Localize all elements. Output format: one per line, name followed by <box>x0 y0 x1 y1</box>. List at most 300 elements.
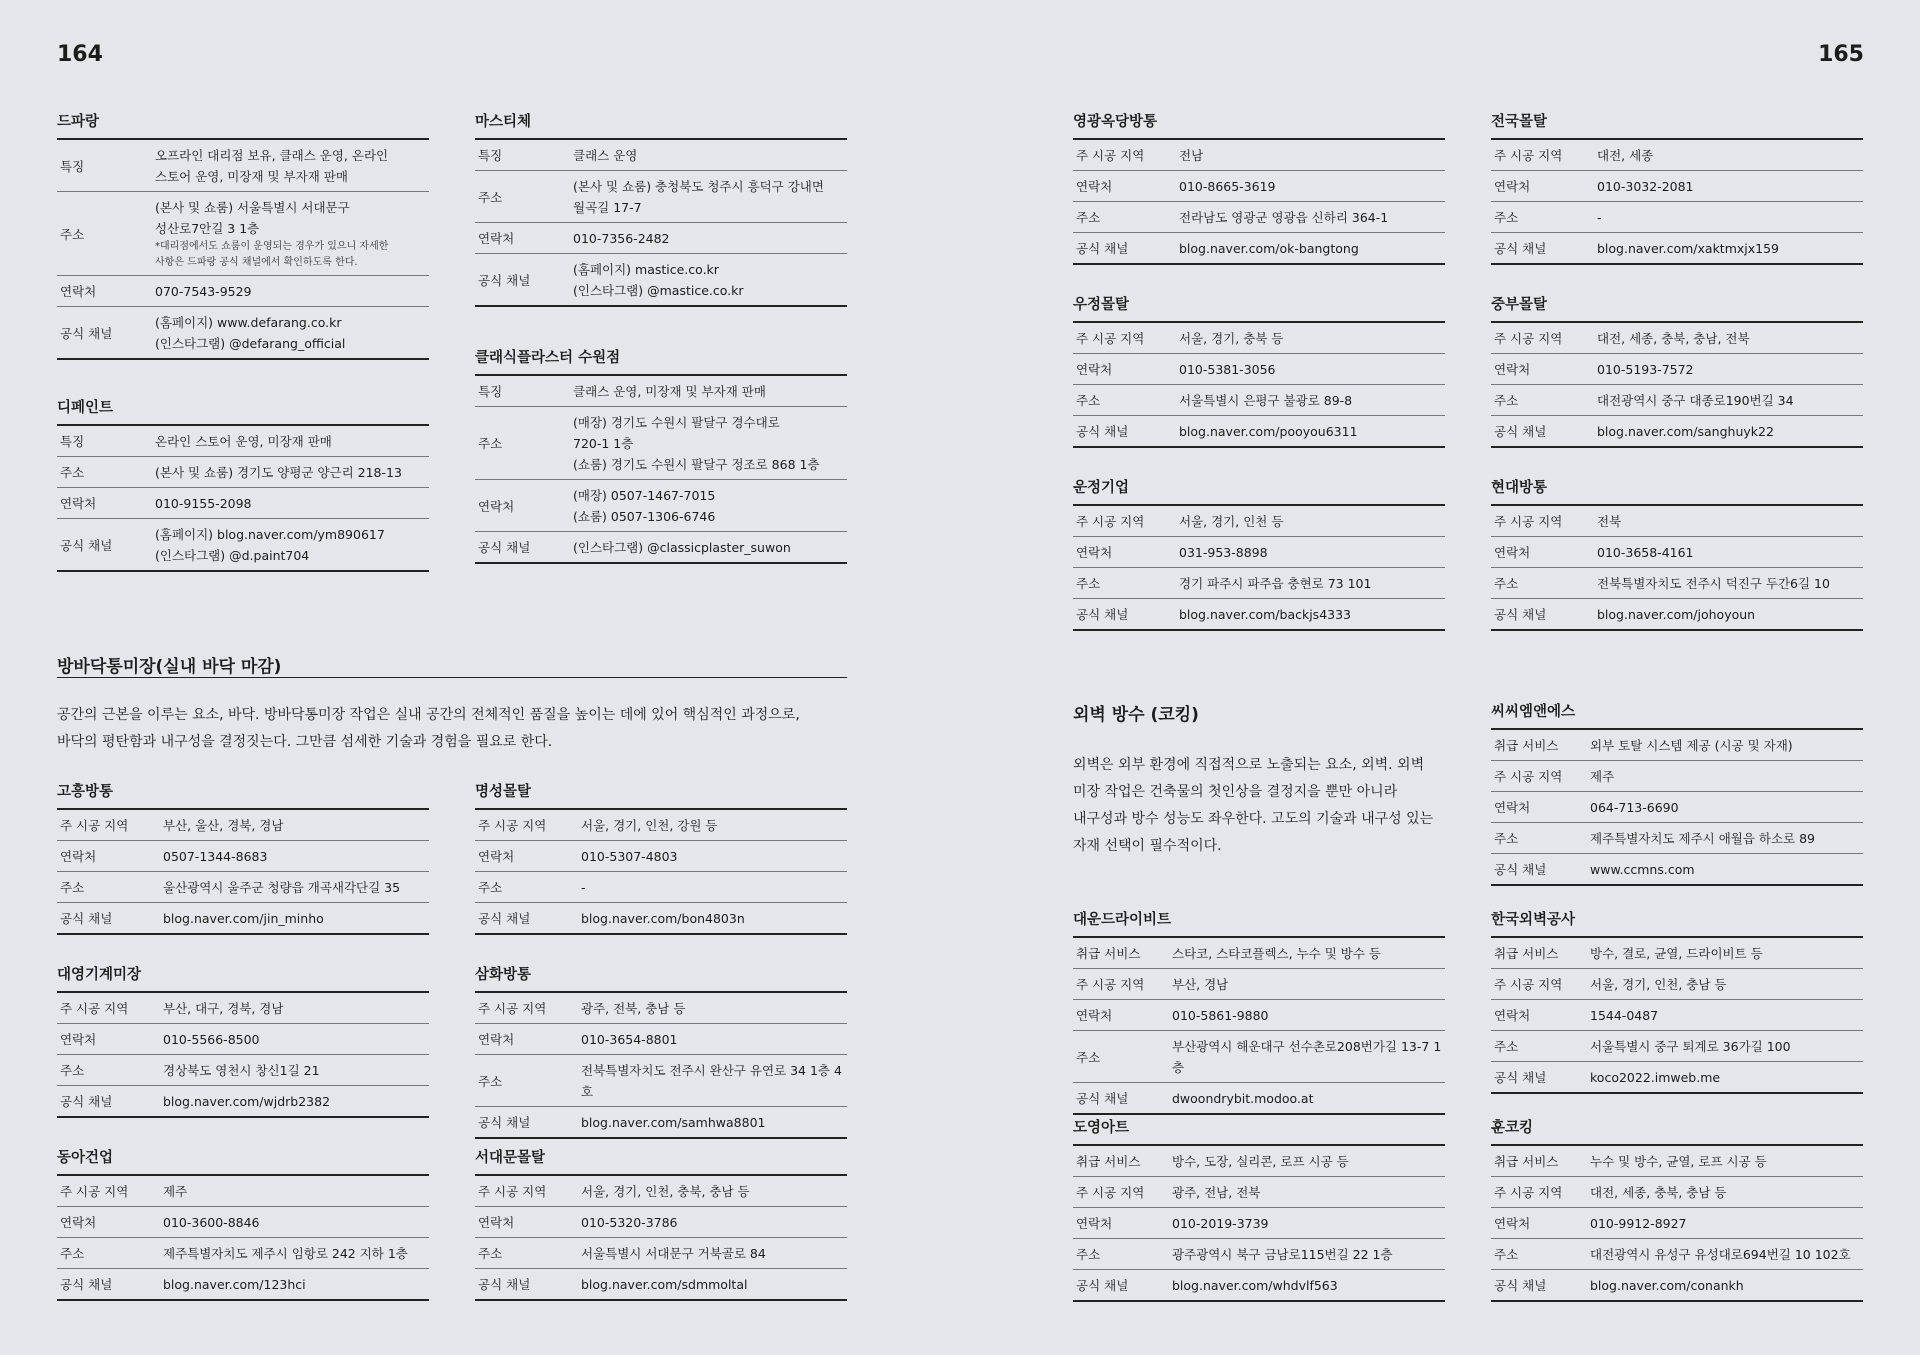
info-value <box>155 276 429 307</box>
info-row <box>475 1176 847 1207</box>
info-label: 공식 채널 <box>1491 854 1590 886</box>
info-label: 특징 <box>57 426 155 457</box>
info-value <box>573 140 847 171</box>
info-value-line: 031-953-8898 <box>1179 545 1268 560</box>
company-info-table <box>1491 730 1863 886</box>
info-row <box>475 140 847 171</box>
info-row <box>1073 1083 1445 1115</box>
info-row <box>57 457 429 488</box>
company-section <box>57 396 429 572</box>
info-value-line: 월곡길 17-7 <box>573 200 642 215</box>
info-label: 공식 채널 <box>475 1107 581 1139</box>
info-row <box>1073 537 1445 568</box>
info-row <box>475 532 847 564</box>
info-label: 취급 서비스 <box>1491 938 1590 969</box>
info-row <box>1491 385 1863 416</box>
info-row <box>57 1269 429 1301</box>
info-value <box>163 1086 429 1118</box>
info-row <box>1073 233 1445 265</box>
info-label: 연락처 <box>475 1207 581 1238</box>
info-value-line: (홈페이지) mastice.co.kr <box>573 262 719 277</box>
info-row <box>1491 140 1863 171</box>
info-row <box>57 488 429 519</box>
info-value-line: blog.naver.com/conankh <box>1590 1278 1744 1293</box>
info-row <box>57 1238 429 1269</box>
info-value-line: (홈페이지) blog.naver.com/ym890617 <box>155 527 385 542</box>
info-value <box>1597 568 1863 599</box>
info-label: 주 시공 지역 <box>1491 761 1590 792</box>
info-value-line: 전남 <box>1179 148 1204 163</box>
company-section <box>1491 908 1863 1094</box>
info-row <box>57 1086 429 1118</box>
info-value-line: 부산, 대구, 경북, 경남 <box>163 1001 284 1016</box>
company-name: 운정기업 <box>1073 476 1445 506</box>
company-name: 씨씨엠앤에스 <box>1491 700 1863 730</box>
info-label: 연락처 <box>475 480 573 532</box>
info-row <box>475 254 847 307</box>
info-value-line: 제주 <box>163 1184 188 1199</box>
info-value <box>1590 761 1863 792</box>
info-value-line: 제주 <box>1590 769 1615 784</box>
info-value <box>155 307 429 360</box>
info-row <box>1073 1146 1445 1177</box>
page-number-right: 165 <box>1818 42 1864 67</box>
company-info-table <box>1491 1146 1863 1302</box>
info-value-line: 울산광역시 울주군 청량읍 개곡새각단길 35 <box>163 880 401 895</box>
info-note: *대리점에서도 쇼룸이 운영되는 경우가 있으니 자세한 <box>155 241 389 252</box>
info-label: 공식 채널 <box>1073 1083 1172 1115</box>
company-info-table <box>1073 506 1445 631</box>
info-label: 주 시공 지역 <box>1073 323 1179 354</box>
info-label: 주 시공 지역 <box>57 810 163 841</box>
company-name: 삼화방통 <box>475 963 847 993</box>
info-value <box>163 810 429 841</box>
info-value <box>1597 506 1863 537</box>
info-row <box>57 903 429 935</box>
info-value <box>1597 233 1863 265</box>
company-section <box>1073 908 1445 1115</box>
info-row <box>1491 537 1863 568</box>
wall-intro-line: 자재 선택이 필수적이다. <box>1073 838 1222 854</box>
info-value-line: 서울, 경기, 인천 등 <box>1179 514 1284 529</box>
info-label: 연락처 <box>1073 537 1179 568</box>
company-name: 대영기계미장 <box>57 963 429 993</box>
info-value <box>573 254 847 307</box>
info-row <box>1073 1000 1445 1031</box>
info-label: 연락처 <box>57 488 155 519</box>
company-name: 한국외벽공사 <box>1491 908 1863 938</box>
info-value <box>1179 385 1445 416</box>
info-value-line: blog.naver.com/jin_minho <box>163 911 324 926</box>
info-value-line: 010-3654-8801 <box>581 1032 678 1047</box>
info-value-line: www.ccmns.com <box>1590 862 1695 877</box>
info-label: 주소 <box>57 1055 163 1086</box>
info-value <box>155 519 429 572</box>
company-section <box>1073 1116 1445 1302</box>
info-label: 연락처 <box>1491 354 1597 385</box>
floor-intro-line: 바닥의 평탄함과 내구성을 결정짓는다. 그만큼 섬세한 기술과 경험을 필요로 한다. <box>57 734 553 750</box>
info-value <box>1590 1062 1863 1094</box>
company-name: 고흥방통 <box>57 780 429 810</box>
info-label: 주 시공 지역 <box>1491 323 1597 354</box>
company-name: 드파랑 <box>57 110 429 140</box>
info-label: 주소 <box>1073 202 1179 233</box>
info-value <box>1179 202 1445 233</box>
info-value <box>155 457 429 488</box>
wall-section-title: 외벽 방수 (코킹) <box>1073 705 1199 725</box>
info-value <box>1179 416 1445 448</box>
info-row <box>475 1238 847 1269</box>
info-value <box>573 480 847 532</box>
info-row <box>1491 568 1863 599</box>
info-label: 공식 채널 <box>1073 233 1179 265</box>
info-label: 주소 <box>1073 568 1179 599</box>
info-label: 주 시공 지역 <box>475 1176 581 1207</box>
info-value-line: blog.naver.com/backjs4333 <box>1179 607 1352 622</box>
company-name: 명성몰탈 <box>475 780 847 810</box>
info-value-line: 경상북도 영천시 창신1길 21 <box>163 1063 320 1078</box>
company-info-table <box>475 140 847 307</box>
info-row <box>1491 354 1863 385</box>
info-row <box>1073 969 1445 1000</box>
info-value-line: (인스타그램) @mastice.co.kr <box>573 283 744 298</box>
info-value-line: blog.naver.com/ok-bangtong <box>1179 241 1359 256</box>
info-note: 사항은 드파랑 공식 채널에서 확인하도록 한다. <box>155 257 358 268</box>
info-label: 주소 <box>57 872 163 903</box>
info-row <box>475 1055 847 1107</box>
info-value <box>1179 537 1445 568</box>
company-info-table <box>1073 938 1445 1115</box>
company-name: 현대방통 <box>1491 476 1863 506</box>
info-label: 공식 채널 <box>1491 1270 1590 1302</box>
info-value <box>581 1176 847 1207</box>
info-label: 공식 채널 <box>1073 416 1179 448</box>
company-section <box>57 110 429 360</box>
info-value <box>1590 1000 1863 1031</box>
info-row <box>475 1107 847 1139</box>
info-row <box>475 841 847 872</box>
info-value <box>163 841 429 872</box>
info-label: 공식 채널 <box>57 1086 163 1118</box>
info-row <box>57 810 429 841</box>
info-value-line: (매장) 0507-1467-7015 <box>573 488 716 503</box>
info-value <box>581 993 847 1024</box>
info-value <box>1590 1270 1863 1302</box>
info-row <box>475 1269 847 1301</box>
info-row <box>1491 823 1863 854</box>
info-label: 연락처 <box>57 276 155 307</box>
info-row <box>1491 1239 1863 1270</box>
info-label: 특징 <box>475 140 573 171</box>
company-section <box>475 346 847 564</box>
info-label: 주 시공 지역 <box>1073 140 1179 171</box>
info-row <box>57 1055 429 1086</box>
info-row <box>1073 171 1445 202</box>
company-info-table <box>1491 323 1863 448</box>
info-value-line: 010-5861-9880 <box>1172 1008 1269 1023</box>
info-row <box>475 480 847 532</box>
info-value-line: - <box>1597 210 1602 225</box>
info-value <box>1172 938 1445 969</box>
info-label: 연락처 <box>1491 1000 1590 1031</box>
info-value <box>1590 1146 1863 1177</box>
info-value-line: 대전광역시 유성구 유성대로694번길 10 102호 <box>1590 1247 1851 1262</box>
info-value-line: 부산, 울산, 경북, 경남 <box>163 818 284 833</box>
info-label: 연락처 <box>1073 1208 1172 1239</box>
info-label: 공식 채널 <box>475 1269 581 1301</box>
info-value <box>163 993 429 1024</box>
info-value-line: 010-5193-7572 <box>1597 362 1694 377</box>
info-label: 취급 서비스 <box>1073 938 1172 969</box>
info-label: 공식 채널 <box>1073 599 1179 631</box>
info-row <box>57 993 429 1024</box>
info-label: 주소 <box>1491 385 1597 416</box>
info-row <box>1491 506 1863 537</box>
info-row <box>475 903 847 935</box>
info-row <box>475 1207 847 1238</box>
info-value-line: blog.naver.com/123hci <box>163 1277 306 1292</box>
info-value <box>1172 1000 1445 1031</box>
info-value-line: 010-2019-3739 <box>1172 1216 1269 1231</box>
info-value-line: 대전광역시 중구 대종로190번길 34 <box>1597 393 1794 408</box>
info-label: 공식 채널 <box>1491 416 1597 448</box>
info-value <box>1179 568 1445 599</box>
company-name: 동아건업 <box>57 1146 429 1176</box>
info-row <box>57 1176 429 1207</box>
floor-intro-line: 공간의 근본을 이루는 요소, 바닥. 방바닥통미장 작업은 실내 공간의 전체적인 품질을 높이는 데에 있어 핵심적인 과정으로, <box>57 707 800 723</box>
info-row <box>1491 1208 1863 1239</box>
info-row <box>1491 1146 1863 1177</box>
info-row <box>1073 599 1445 631</box>
info-value <box>1590 1239 1863 1270</box>
company-name: 대운드라이비트 <box>1073 908 1445 938</box>
info-value-line: blog.naver.com/bon4803n <box>581 911 745 926</box>
info-label: 주소 <box>475 171 573 223</box>
info-row <box>1491 792 1863 823</box>
info-value <box>1172 1270 1445 1302</box>
info-label: 주 시공 지역 <box>1491 1177 1590 1208</box>
info-value-line: 오프라인 대리점 보유, 클래스 운영, 온라인 <box>155 148 389 163</box>
info-label: 주 시공 지역 <box>1491 506 1597 537</box>
info-value <box>1172 1208 1445 1239</box>
info-label: 주소 <box>475 407 573 480</box>
info-value-line: 스타코, 스타코플렉스, 누수 및 방수 등 <box>1172 946 1381 961</box>
info-row <box>1491 1031 1863 1062</box>
info-value-line: blog.naver.com/whdvlf563 <box>1172 1278 1338 1293</box>
company-section <box>57 963 429 1118</box>
info-row <box>1491 730 1863 761</box>
info-value <box>1590 1031 1863 1062</box>
info-value <box>1597 599 1863 631</box>
floor-section-title: 방바닥통미장(실내 바닥 마감) <box>57 657 282 677</box>
info-value-line: 064-713-6690 <box>1590 800 1679 815</box>
company-section <box>1491 293 1863 448</box>
info-row <box>1491 761 1863 792</box>
info-value <box>581 810 847 841</box>
info-value <box>1590 730 1863 761</box>
company-section <box>1491 476 1863 631</box>
info-label: 공식 채널 <box>57 519 155 572</box>
page-number-left: 164 <box>57 42 103 67</box>
info-label: 특징 <box>57 140 155 192</box>
info-row <box>57 872 429 903</box>
info-value-line: 제주특별자치도 제주시 애월읍 하소로 89 <box>1590 831 1815 846</box>
info-label: 주소 <box>1491 1031 1590 1062</box>
company-section <box>1073 476 1445 631</box>
info-value-line: 010-7356-2482 <box>573 231 670 246</box>
info-value-line: (인스타그램) @defarang_official <box>155 336 346 351</box>
info-value <box>155 140 429 192</box>
info-label: 연락처 <box>475 841 581 872</box>
info-label: 주 시공 지역 <box>1073 969 1172 1000</box>
info-label: 연락처 <box>57 1207 163 1238</box>
info-label: 공식 채널 <box>1073 1270 1172 1302</box>
info-row <box>1491 1177 1863 1208</box>
info-value <box>1179 506 1445 537</box>
info-value-line: blog.naver.com/sdmmoltal <box>581 1277 748 1292</box>
info-row <box>1073 416 1445 448</box>
info-value <box>1590 854 1863 886</box>
info-label: 연락처 <box>1073 1000 1172 1031</box>
info-value-line: 광주, 전북, 충남 등 <box>581 1001 686 1016</box>
info-value <box>155 426 429 457</box>
info-label: 주소 <box>1491 568 1597 599</box>
info-value <box>1179 323 1445 354</box>
info-value-line: 010-3658-4161 <box>1597 545 1694 560</box>
info-value <box>581 903 847 935</box>
info-row <box>1491 938 1863 969</box>
info-value <box>1179 140 1445 171</box>
info-row <box>1491 416 1863 448</box>
info-value <box>1179 171 1445 202</box>
info-label: 주소 <box>1491 1239 1590 1270</box>
info-value-line: 대전, 세종, 충북, 충남 등 <box>1590 1185 1727 1200</box>
info-label: 취급 서비스 <box>1073 1146 1172 1177</box>
info-label: 연락처 <box>1491 1208 1590 1239</box>
info-label: 주소 <box>1491 823 1590 854</box>
info-value-line: 대전, 세종 <box>1597 148 1654 163</box>
info-value <box>163 1055 429 1086</box>
info-row <box>1073 1208 1445 1239</box>
company-info-table <box>1491 140 1863 265</box>
info-label: 공식 채널 <box>1491 599 1597 631</box>
info-row <box>1073 202 1445 233</box>
info-value-line: 전북특별자치도 전주시 덕진구 두간6길 10 <box>1597 576 1830 591</box>
info-label: 공식 채널 <box>57 307 155 360</box>
info-value <box>1597 354 1863 385</box>
company-section <box>475 780 847 935</box>
info-row <box>1073 1031 1445 1083</box>
info-row <box>57 192 429 276</box>
info-value-line: (인스타그램) @d.paint704 <box>155 548 310 563</box>
company-info-table <box>57 426 429 572</box>
company-name: 클래식플라스터 수원점 <box>475 346 847 376</box>
info-value-line: (본사 및 쇼룸) 경기도 양평군 양근리 218-13 <box>155 465 402 480</box>
info-value-line: (매장) 경기도 수원시 팔달구 경수대로 <box>573 415 780 430</box>
info-row <box>1491 323 1863 354</box>
info-value-line: 010-9155-2098 <box>155 496 252 511</box>
info-value-line: 070-7543-9529 <box>155 284 252 299</box>
company-info-table <box>57 993 429 1118</box>
company-info-table <box>1491 506 1863 631</box>
company-info-table <box>57 810 429 935</box>
info-value <box>1590 792 1863 823</box>
company-name: 디페인트 <box>57 396 429 426</box>
info-label: 주 시공 지역 <box>475 810 581 841</box>
company-info-table <box>1073 1146 1445 1302</box>
info-row <box>1073 1177 1445 1208</box>
info-row <box>475 810 847 841</box>
info-label: 주 시공 지역 <box>1491 140 1597 171</box>
info-label: 주소 <box>1073 385 1179 416</box>
info-value-line: (홈페이지) www.defarang.co.kr <box>155 315 342 330</box>
company-info-table <box>57 1176 429 1301</box>
info-value <box>1179 599 1445 631</box>
info-value <box>1590 1177 1863 1208</box>
info-value <box>1172 1177 1445 1208</box>
company-name: 도영아트 <box>1073 1116 1445 1146</box>
info-label: 주소 <box>1073 1239 1172 1270</box>
info-value-line: 성산로7안길 3 1층 <box>155 221 260 236</box>
company-info-table <box>475 376 847 564</box>
info-value <box>573 532 847 564</box>
info-value <box>1597 537 1863 568</box>
info-value-line: 010-5566-8500 <box>163 1032 260 1047</box>
info-label: 취급 서비스 <box>1491 1146 1590 1177</box>
info-value-line: 서울특별시 중구 퇴계로 36가길 100 <box>1590 1039 1791 1054</box>
company-section <box>475 110 847 307</box>
info-value <box>1179 233 1445 265</box>
info-value-line: - <box>581 880 586 895</box>
info-row <box>1073 385 1445 416</box>
info-value-line: 0507-1344-8683 <box>163 849 268 864</box>
info-label: 공식 채널 <box>57 903 163 935</box>
info-value <box>573 376 847 407</box>
info-row <box>1491 202 1863 233</box>
info-value <box>1172 1239 1445 1270</box>
info-value <box>581 1024 847 1055</box>
info-value-line: (본사 및 쇼룸) 충청북도 청주시 흥덕구 강내면 <box>573 179 824 194</box>
wall-intro-line: 미장 작업은 건축물의 첫인상을 결정지을 뿐만 아니라 <box>1073 784 1398 800</box>
info-value <box>1172 1031 1445 1083</box>
info-value <box>1590 969 1863 1000</box>
info-value <box>155 488 429 519</box>
info-value-line: 온라인 스토어 운영, 미장재 판매 <box>155 434 332 449</box>
info-value-line: 부산, 경남 <box>1172 977 1229 992</box>
info-value-line: 부산광역시 해운대구 선수촌로208번가길 13-7 1층 <box>1172 1039 1442 1075</box>
info-row <box>1073 1270 1445 1302</box>
info-row <box>1073 354 1445 385</box>
info-label: 취급 서비스 <box>1491 730 1590 761</box>
info-label: 연락처 <box>1073 354 1179 385</box>
info-label: 연락처 <box>57 841 163 872</box>
info-value <box>163 872 429 903</box>
company-name: 훈코킹 <box>1491 1116 1863 1146</box>
info-value-line: blog.naver.com/johoyoun <box>1597 607 1756 622</box>
info-value-line: blog.naver.com/pooyou6311 <box>1179 424 1358 439</box>
info-value-line: 1544-0487 <box>1590 1008 1659 1023</box>
info-label: 공식 채널 <box>475 254 573 307</box>
info-label: 주 시공 지역 <box>57 993 163 1024</box>
company-section <box>1073 293 1445 448</box>
info-value <box>573 223 847 254</box>
info-row <box>57 1207 429 1238</box>
company-section <box>1491 1116 1863 1302</box>
info-value-line: 광주광역시 북구 금남로115번길 22 1층 <box>1172 1247 1393 1262</box>
info-row <box>475 223 847 254</box>
company-section <box>1491 700 1863 886</box>
info-value-line: 전북특별자치도 전주시 완산구 유연로 34 1층 4호 <box>581 1063 842 1099</box>
